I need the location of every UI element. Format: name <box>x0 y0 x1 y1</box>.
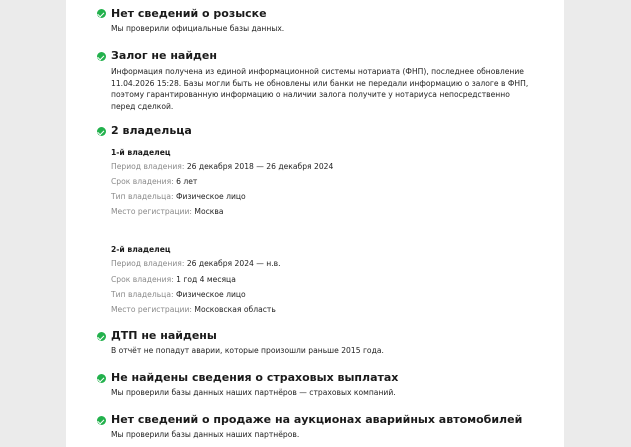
report-card <box>66 0 564 447</box>
owner-1-heading: 1-й владелец <box>111 148 171 157</box>
owner-2-period <box>111 258 281 269</box>
term-value: 6 лет <box>176 177 198 186</box>
type-label: Тип владельца: <box>111 192 174 201</box>
auctions-title: Нет сведений о продаже на аукционах аварийных автомобилей <box>111 413 523 426</box>
place-label: Место регистрации: <box>111 305 192 314</box>
owner-1-place <box>111 206 224 217</box>
type-label: Тип владельца: <box>111 290 174 299</box>
check-icon <box>97 332 106 341</box>
place-label: Место регистрации: <box>111 207 192 216</box>
owners-title: 2 владельца <box>111 124 192 137</box>
insurance-title: Не найдены сведения о страховых выплатах <box>111 371 399 384</box>
owner-2-place <box>111 304 276 315</box>
pledge-text: Информация получена из единой информационной системы нотариата (ФНП), последнее обновление 11.04.2026 15:28. Базы могли быть не обновлены или банки не передали информацию о залоге в ФНП, поэтому гарантированную информацию о наличии залога получите у нотариуса непосредственно перед сделкой. <box>111 67 529 111</box>
term-label: Срок владения: <box>111 177 174 186</box>
check-icon <box>97 127 106 136</box>
auctions-text: Мы проверили базы данных наших партнёров. <box>111 430 300 439</box>
period-label: Период владения: <box>111 162 185 171</box>
check-icon <box>97 9 106 18</box>
owner-1-term <box>111 176 197 187</box>
owner-2-heading: 2-й владелец <box>111 245 171 254</box>
insurance-text: Мы проверили базы данных наших партнёров — страховых компаний. <box>111 388 396 397</box>
check-icon <box>97 52 106 61</box>
period-value: 26 декабря 2024 — н.в. <box>186 259 281 268</box>
period-value: 26 декабря 2018 — 26 декабря 2024 <box>186 162 334 171</box>
accidents-title: ДТП не найдены <box>111 329 217 342</box>
accidents-text: В отчёт не попадут аварии, которые произошли раньше 2015 года. <box>111 346 384 355</box>
period-label: Период владения: <box>111 259 185 268</box>
type-value: Физическое лицо <box>176 192 246 201</box>
place-value: Московская область <box>194 305 276 314</box>
term-value: 1 год 4 месяца <box>176 275 236 284</box>
term-label: Срок владения: <box>111 275 174 284</box>
owner-2-type <box>111 289 246 300</box>
check-icon <box>97 374 106 383</box>
type-value: Физическое лицо <box>176 290 246 299</box>
owner-1-period <box>111 161 333 172</box>
owner-2-term <box>111 274 236 285</box>
wanted-title: Нет сведений о розыске <box>111 7 267 20</box>
place-value: Москва <box>194 207 224 216</box>
wanted-text: Мы проверили официальные базы данных. <box>111 24 285 33</box>
check-icon <box>97 416 106 425</box>
owner-1-type <box>111 191 246 202</box>
pledge-title: Залог не найден <box>111 49 217 62</box>
